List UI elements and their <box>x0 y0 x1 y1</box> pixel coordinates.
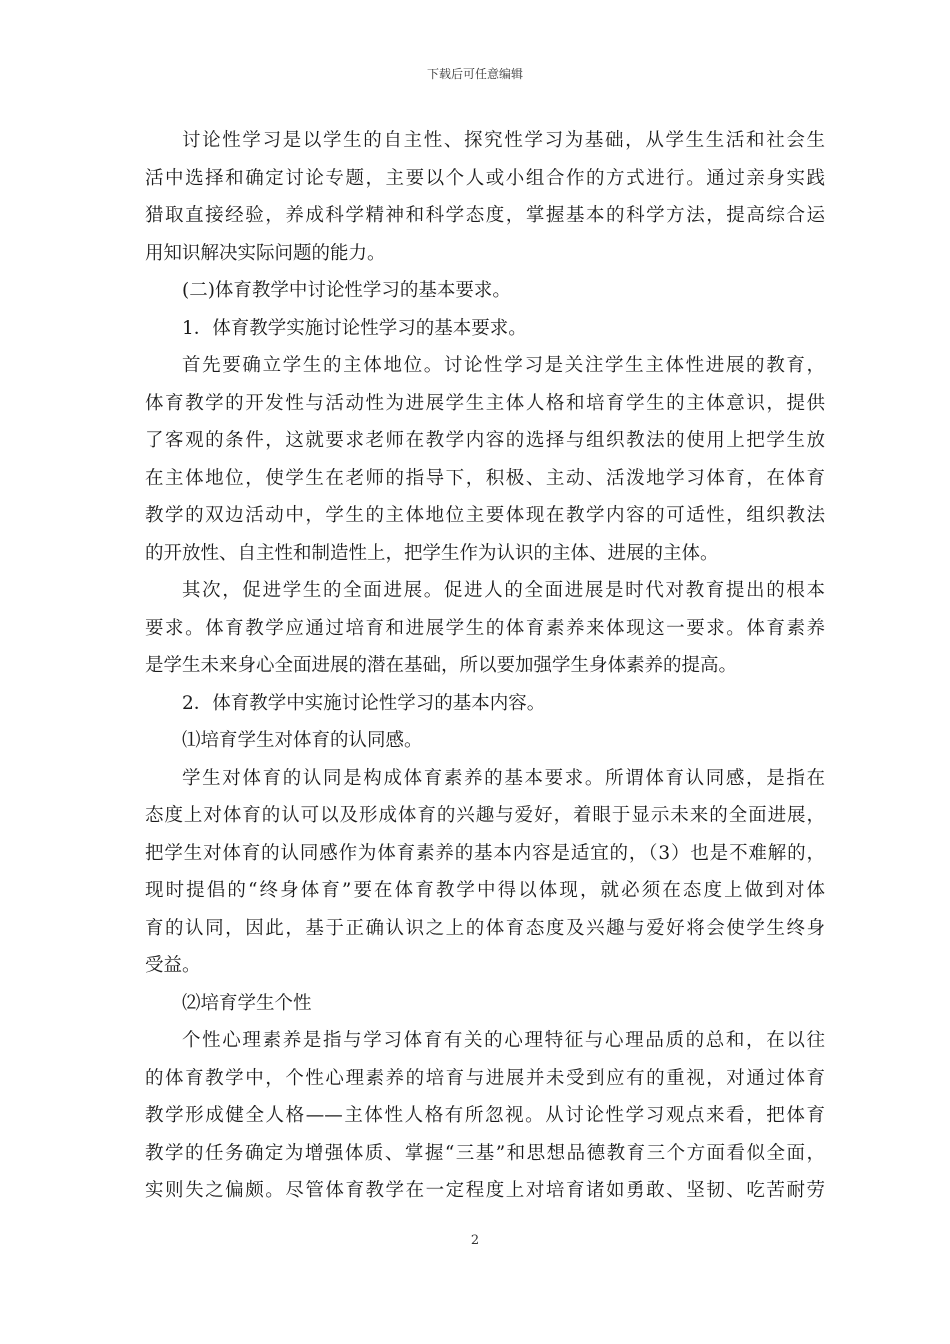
body-line: 实则失之偏颇。尽管体育教学在一定程度上对培育诸如勇敢、坚韧、吃苦耐劳 <box>145 1180 825 1201</box>
page-number: 2 <box>470 1233 480 1248</box>
item-heading: ⑴培育学生对体育的认同感。 <box>182 730 423 751</box>
body-line: 了客观的条件，这就要求老师在教学内容的选择与组织教法的使用上把学生放 <box>145 430 825 451</box>
body-line: 猎取直接经验，养成科学精神和科学态度，掌握基本的科学方法，提高综合运 <box>145 205 825 226</box>
subsection-heading: 2．体育教学中实施讨论性学习的基本内容。 <box>182 692 546 714</box>
body-line: 教学的任务确定为增强体质、掌握“三基”和思想品德教育三个方面看似全面， <box>145 1142 825 1164</box>
body-line: 教学的双边活动中，学生的主体地位主要体现在教学内容的可适性，组织教法 <box>145 505 825 526</box>
body-line: 现时提倡的“终身体育”要在体育教学中得以体现，就必须在态度上做到对体 <box>145 880 825 901</box>
body-line: 活中选择和确定讨论专题，主要以个人或小组合作的方式进行。通过亲身实践 <box>145 167 825 189</box>
body-line: 把学生对体育的认同感作为体育素养的基本内容是适宜的，（3）也是不难解的， <box>145 842 825 864</box>
body-line: 要求。体育教学应通过培育和进展学生的体育素养来体现这一要求。体育素养 <box>145 617 825 639</box>
body-line: 受益。 <box>145 955 201 976</box>
body-line: 体育教学的开发性与活动性为进展学生主体人格和培育学生的主体意识，提供 <box>145 392 825 414</box>
body-line: 的体育教学中，个性心理素养的培育与进展并未受到应有的重视，对通过体育 <box>145 1067 825 1089</box>
body-line: 教学形成健全人格——主体性人格有所忽视。从讨论性学习观点来看，把体育 <box>145 1105 825 1126</box>
body-line: 讨论性学习是以学生的自主性、探究性学习为基础，从学生生活和社会生 <box>182 130 825 151</box>
item-heading: ⑵培育学生个性 <box>182 992 312 1014</box>
body-line: 个性心理素养是指与学习体育有关的心理特征与心理品质的总和，在以往 <box>182 1030 825 1051</box>
body-line: 用知识解决实际问题的能力。 <box>145 242 386 264</box>
page-header: 下载后可任意编辑 <box>426 67 523 81</box>
body-line: 其次，促进学生的全面进展。促进人的全面进展是时代对教育提出的根本 <box>182 580 825 601</box>
body-line: 是学生未来身心全面进展的潜在基础，所以要加强学生身体素养的提高。 <box>145 655 738 676</box>
body-line: 首先要确立学生的主体地位。讨论性学习是关注学生主体性进展的教育， <box>182 355 825 376</box>
body-line: 学生对体育的认同是构成体育素养的基本要求。所谓体育认同感，是指在 <box>182 767 825 789</box>
body-line: 的开放性、自主性和制造性上，把学生作为认识的主体、进展的主体。 <box>145 542 719 564</box>
section-heading: (二)体育教学中讨论性学习的基本要求。 <box>182 280 511 301</box>
subsection-heading: 1．体育教学实施讨论性学习的基本要求。 <box>182 317 527 339</box>
document-body <box>145 122 825 1210</box>
body-line: 在主体地位，使学生在老师的指导下，积极、主动、活泼地学习体育，在体育 <box>145 467 825 489</box>
body-line: 态度上对体育的认可以及形成体育的兴趣与爱好，着眼于显示未来的全面进展， <box>145 805 825 826</box>
body-line: 育的认同，因此，基于正确认识之上的体育态度及兴趣与爱好将会使学生终身 <box>145 917 825 939</box>
